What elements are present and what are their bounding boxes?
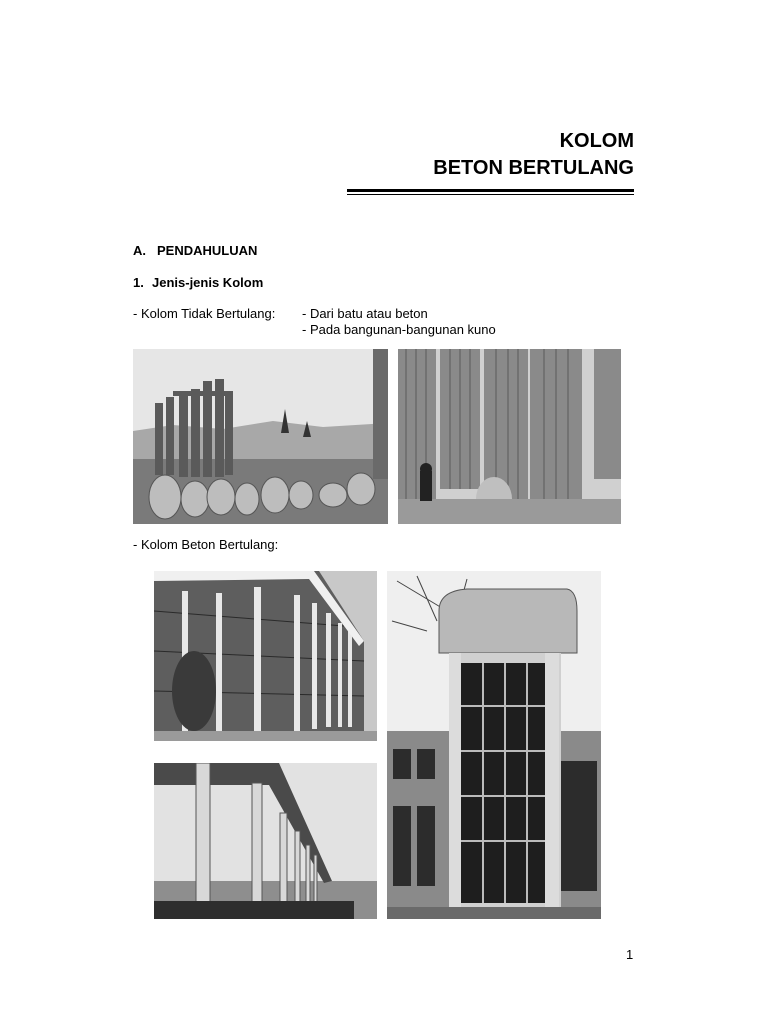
unreinforced-item-2: - Pada bangunan-bangunan kuno — [302, 322, 496, 337]
subsection-label: 1. — [133, 275, 144, 290]
title-rule-thick — [347, 189, 634, 192]
bridge-pier-columns-photo — [154, 763, 377, 919]
modern-building-columns-photo — [154, 571, 377, 741]
section-heading: PENDAHULUAN — [157, 243, 258, 258]
title-line-1: KOLOM — [559, 130, 634, 152]
page-title — [433, 128, 634, 182]
unreinforced-item-1: - Dari batu atau beton — [302, 306, 428, 321]
concrete-tower-building-photo — [387, 571, 601, 919]
ancient-temple-ruins-photo — [133, 349, 388, 524]
page-number: 1 — [626, 947, 634, 962]
fluted-columns-closeup-photo — [398, 349, 621, 524]
unreinforced-label: - Kolom Tidak Bertulang: — [133, 306, 276, 321]
title-rule-thin — [347, 194, 634, 195]
reinforced-label: - Kolom Beton Bertulang: — [133, 537, 279, 552]
subsection-heading: Jenis-jenis Kolom — [152, 275, 264, 290]
section-label: A. — [133, 243, 146, 258]
title-line-2: BETON BERTULANG — [433, 157, 634, 179]
